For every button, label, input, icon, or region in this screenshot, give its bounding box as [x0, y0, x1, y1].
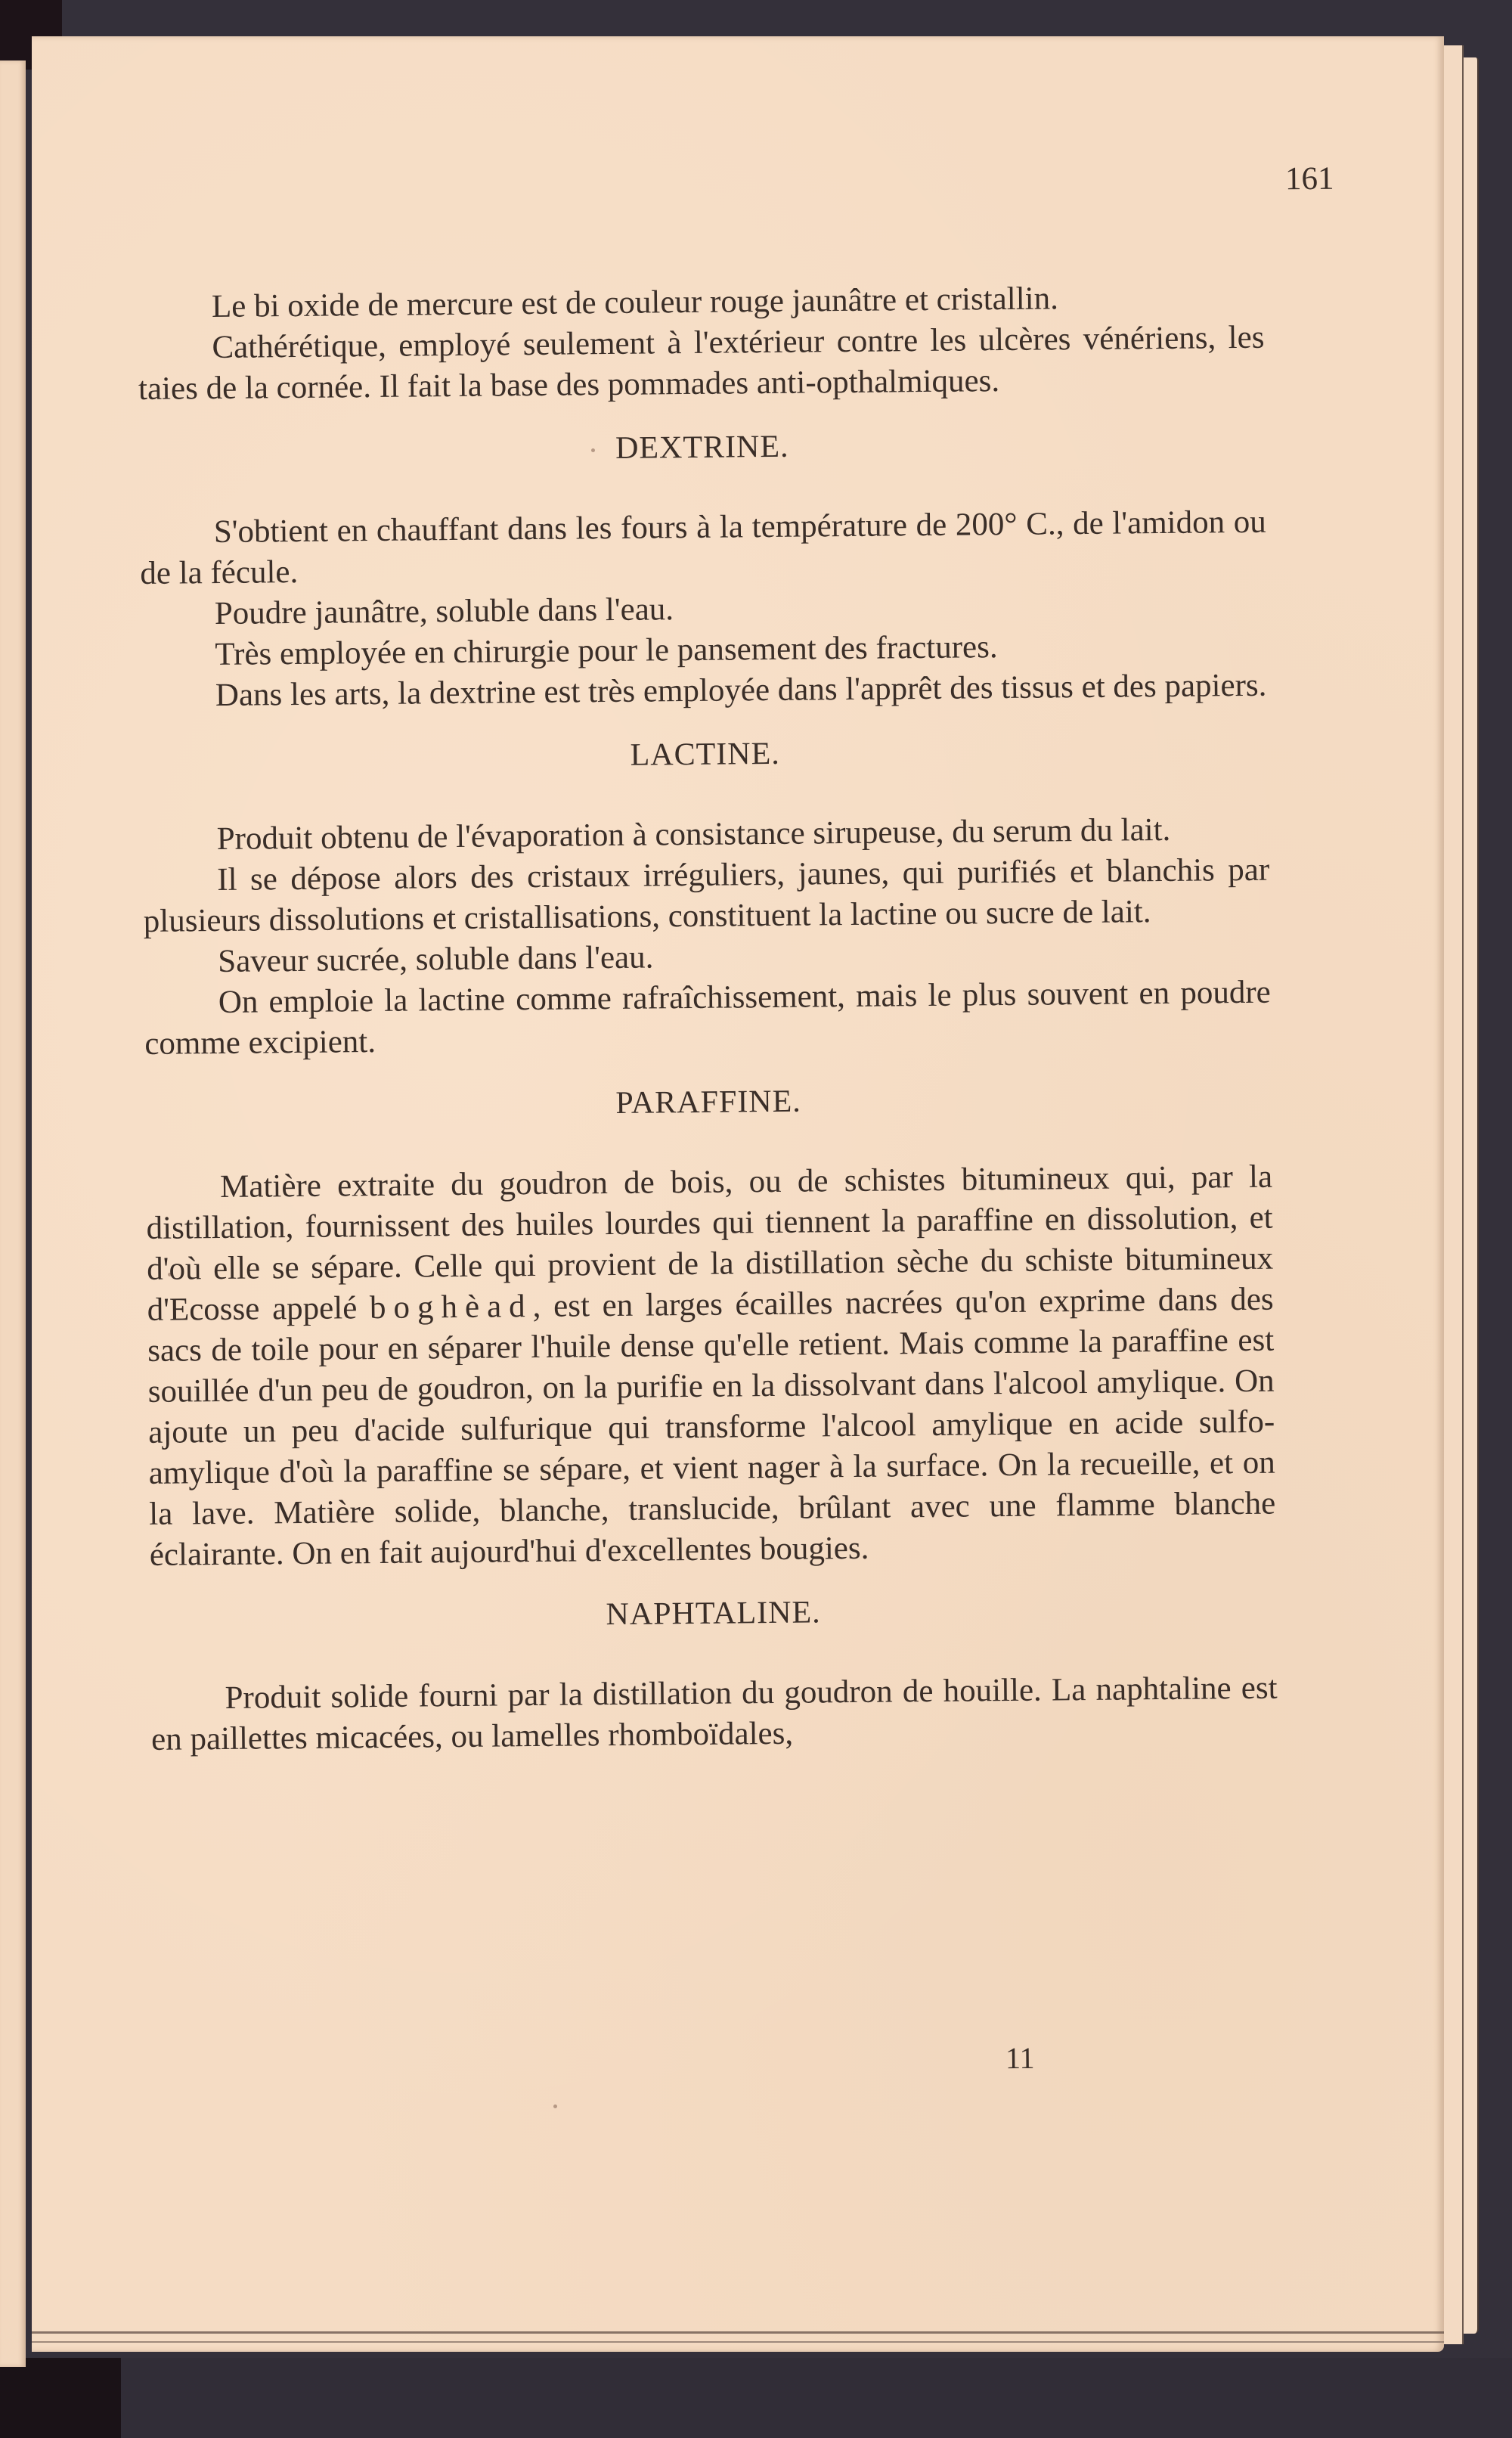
scan-backdrop [121, 2358, 1512, 2438]
paper-speck [553, 2105, 557, 2108]
section-naphtaline [150, 1588, 1278, 1760]
paragraph: Produit solide fourni par la distillation du goudron de houille. La naphtaline est en paillettes micacées, ou lamelles rhomboïdales, [150, 1670, 1278, 1757]
paragraph: Il se dépose alors des cristaux irréguliers, jaunes, qui purifiés et blanchis par plusieurs dissolutions et cristallisations, constituent la lactine ou sucre de lait. [143, 851, 1270, 939]
scan-backdrop [0, 2358, 121, 2438]
signature-mark: 11 [1005, 2040, 1035, 2076]
page-bottom-edge [32, 2331, 1444, 2343]
section-heading: LACTINE. [630, 736, 780, 773]
section-paraffine [145, 1077, 1276, 1576]
page-number: 161 [1284, 160, 1334, 197]
paragraph: Poudre jaunâtre, soluble dans l'eau. [214, 591, 674, 632]
stacked-page-edge [1442, 45, 1464, 2344]
paragraph: Le bi oxide de mercure est de couleur rouge jaunâtre et cristallin. [211, 281, 1059, 325]
section-dextrine [139, 422, 1269, 717]
section-heading: PARAFFINE. [615, 1084, 802, 1121]
paragraph: Très employée en chirurgie pour le pansement des fractures. [215, 629, 998, 673]
paragraph: Produit obtenu de l'évaporation à consistance sirupeuse, du serum du lait. [216, 811, 1171, 858]
intro-section [138, 277, 1265, 410]
facing-page-edge [0, 60, 26, 2367]
paragraph-text: , est en larges écailles nacrées qu'on exprime dans des sacs de toile pour en séparer l'huile dense qu'elle retient. Mais comme la paraffine est souillée d'un peu de goudron, on la purifie en la dissolvant dans l'alcool amylique. On ajoute un peu d'acide sulfurique qui transforme l'alcool amylique en acide sulfo-amylique d'où la paraffine se sépare, et vient nager à la surface. On la recueille, et on la lave. Matière solide, blanche, translucide, brûlant avec une flamme blanche éclairante. On en fait aujourd'hui d'excellentes bougies. [147, 1281, 1276, 1573]
spaced-term: boghèad [369, 1289, 533, 1326]
section-lactine [141, 729, 1271, 1065]
section-heading: NAPHTALINE. [606, 1595, 821, 1633]
paragraph: Cathérétique, employé seulement à l'extérieur contre les ulcères vénériens, les taies de la cornée. Il fait la base des pommades anti-opthalmiques. [138, 319, 1265, 407]
paragraph: S'obtient en chauffant dans les fours à la température de 200° C., de l'amidon ou de la fécule. [140, 504, 1266, 591]
section-heading: DEXTRINE. [615, 429, 789, 466]
paragraph: On emploie la lactine comme rafraîchissement, mais le plus souvent en poudre comme excipient. [144, 974, 1271, 1062]
paragraph-text: Matière extraite du goudron de bois, ou de schistes bitumineux qui, par la distillation, fournissent des huiles lourdes qui tiennent la paraffine en dissolution, et d'où elle se sépare. Celle qui provient de la distillation sèche du schiste bitumineux d'Ecosse appelé [146, 1159, 1274, 1328]
page-body [136, 141, 1278, 1760]
paragraph: Saveur sucrée, soluble dans l'eau. [218, 939, 654, 980]
paragraph [146, 1157, 1276, 1576]
paragraph: Dans les arts, la dextrine est très employée dans l'apprêt des tissus et des papiers. [215, 667, 1267, 714]
